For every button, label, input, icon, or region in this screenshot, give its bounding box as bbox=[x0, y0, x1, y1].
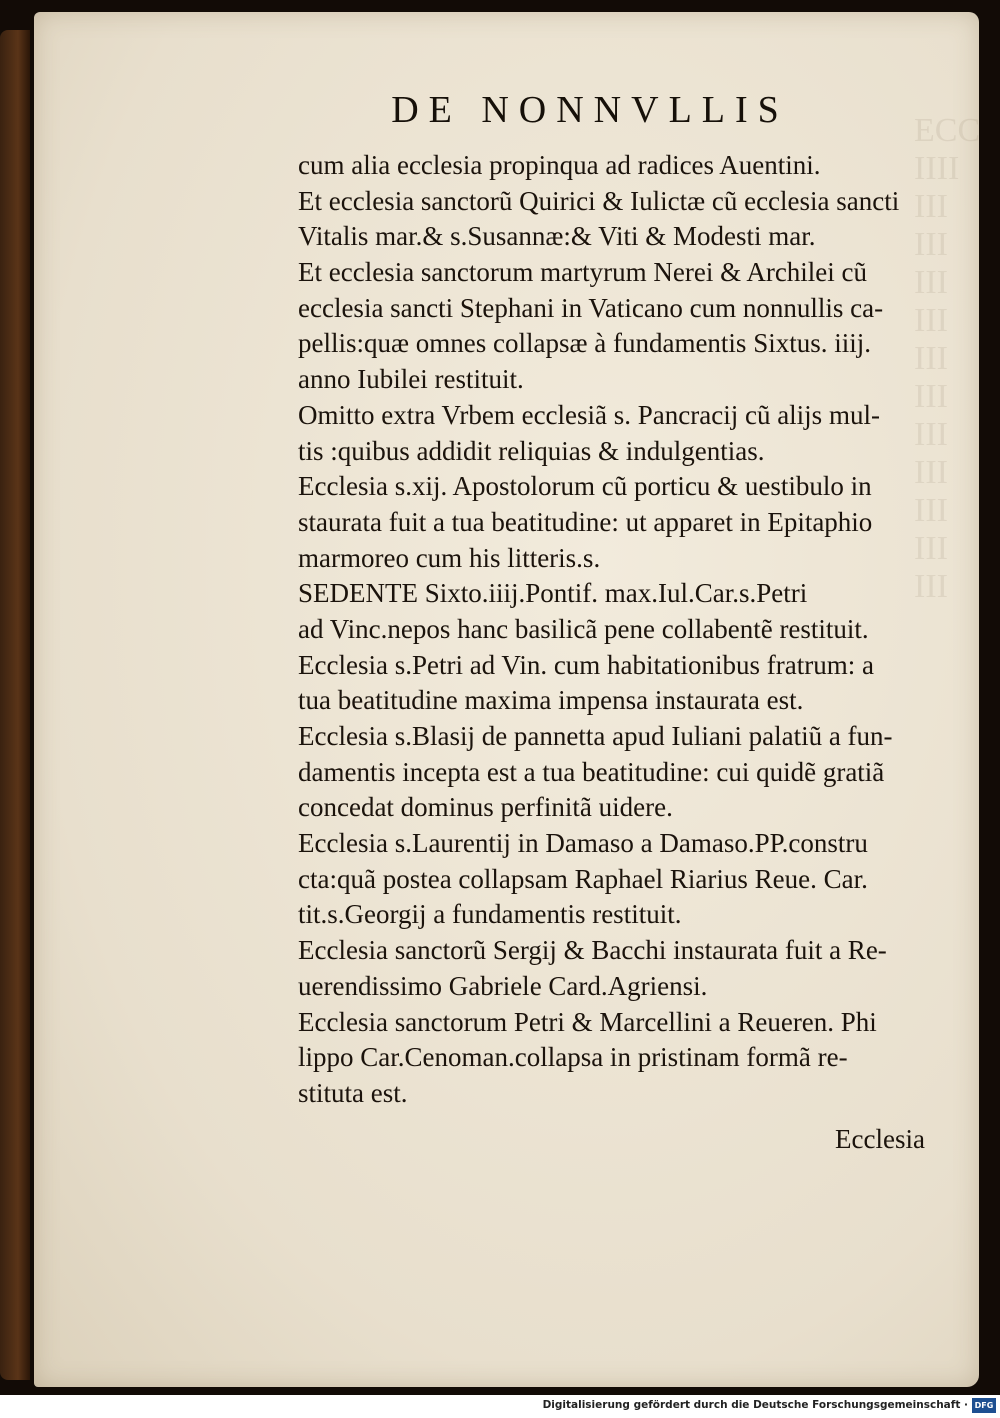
text-line: uerendissimo Gabriele Card.Agriensi. bbox=[298, 970, 708, 1001]
text-line: pellis:quæ omnes collapsæ à fundamentis Sixtus. iiij. bbox=[298, 328, 871, 359]
funding-credit: Digitalisierung gefördert durch die Deutsche Forschungsgemeinschaft · bbox=[542, 1399, 968, 1411]
text-line: Vitalis mar.& s.Susannæ:& Viti & Modesti mar. bbox=[298, 221, 816, 252]
book-cover-edge bbox=[0, 30, 30, 1380]
text-line: Ecclesia s.Petri ad Vin. cum habitationibus fratrum: a bbox=[298, 649, 874, 680]
text-line: tit.s.Georgij a fundamentis restituit. bbox=[298, 899, 682, 930]
text-line: tis :quibus addidit reliquias & indulgentias. bbox=[298, 435, 765, 466]
bleed-through-text: ECC IIII III III III III III III III III III III III bbox=[914, 112, 981, 605]
text-line: ecclesia sancti Stephani in Vaticano cum nonnullis ca- bbox=[298, 292, 884, 323]
text-line: concedat dominus perfinitã uidere. bbox=[298, 792, 673, 823]
text-line: ad Vinc.nepos hanc basilicã pene collabentẽ restituit. bbox=[298, 613, 869, 644]
text-line: Ecclesia s.xij. Apostolorum cũ porticu & uestibulo in bbox=[298, 471, 872, 502]
text-line: damentis incepta est a tua beatitudine: cui quidẽ gratiã bbox=[298, 756, 885, 787]
text-line: Omitto extra Vrbem ecclesiã s. Pancracij cũ alijs mul- bbox=[298, 399, 880, 430]
text-line: Ecclesia sanctorum Petri & Marcellini a Reueren. Phi bbox=[298, 1006, 877, 1037]
dfg-logo: DFG bbox=[972, 1398, 996, 1413]
page-body-text bbox=[298, 148, 923, 1112]
text-line: Ecclesia s.Laurentij in Damaso a Damaso.PP.constru bbox=[298, 828, 868, 859]
text-line: marmoreo cum his litteris.s. bbox=[298, 542, 601, 573]
text-line: cta:quã postea collapsam Raphael Riarius Reue. Car. bbox=[298, 863, 868, 894]
running-head: DE NONNVLLIS bbox=[391, 89, 789, 131]
text-line: stituta est. bbox=[298, 1077, 408, 1108]
text-line: SEDENTE Sixto.iiij.Pontif. max.Iul.Car.s.Petri bbox=[298, 578, 808, 609]
text-line: tua beatitudine maxima impensa instaurata est. bbox=[298, 685, 804, 716]
text-line: Et ecclesia sanctorum martyrum Nerei & Archilei cũ bbox=[298, 257, 868, 288]
footer-bar bbox=[0, 1395, 1000, 1418]
catchword: Ecclesia bbox=[835, 1124, 925, 1154]
text-line: lippo Car.Cenoman.collapsa in pristinam formã re- bbox=[298, 1042, 848, 1073]
text-line: staurata fuit a tua beatitudine: ut apparet in Epitaphio bbox=[298, 506, 873, 537]
text-line: cum alia ecclesia propinqua ad radices Auentini. bbox=[298, 150, 821, 180]
text-line: Ecclesia s.Blasij de pannetta apud Iuliani palatiũ a fun- bbox=[298, 721, 893, 751]
text-line: Et ecclesia sanctorũ Quirici & Iulictæ cũ ecclesia sancti bbox=[298, 185, 900, 216]
text-line: Ecclesia sanctorũ Sergij & Bacchi instaurata fuit a Re- bbox=[298, 935, 887, 966]
text-line: anno Iubilei restituit. bbox=[298, 364, 524, 395]
